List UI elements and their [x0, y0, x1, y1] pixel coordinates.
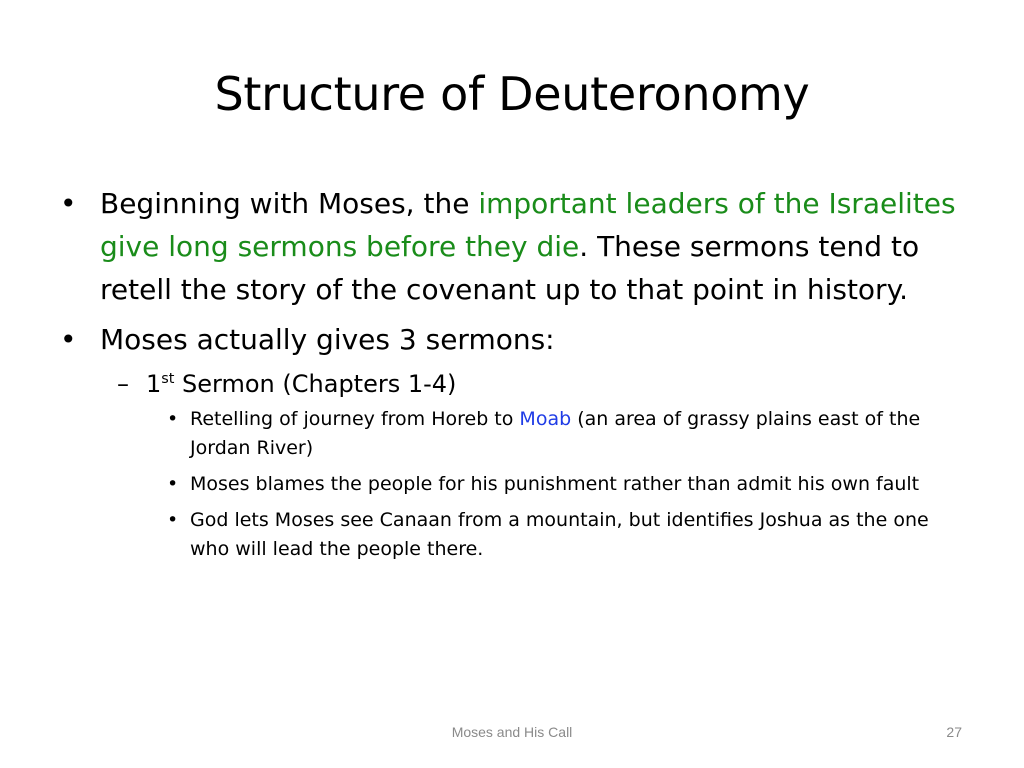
sermon-number: 1 [146, 370, 162, 398]
subsub-text-start: Retelling of journey from Horeb to [190, 408, 520, 430]
bullet-item-1 [60, 182, 960, 311]
bullet-icon: • [167, 509, 179, 531]
sub-bullet-item-1 [60, 368, 960, 400]
subsub-bullet-item-3 [60, 506, 960, 564]
subsub-bullet-item-1 [60, 405, 960, 463]
bullet-text-highlight: important leaders of the Israelites give long sermons before they die [100, 187, 956, 263]
bullet-text-end: . These sermons tend to retell the story of the covenant up to that point in history. [100, 230, 920, 306]
subsub-text: Moses blames the people for his punishment rather than admit his own fault [190, 473, 920, 495]
subsub-bullet-item-2 [60, 470, 960, 499]
sermon-ordinal: st [161, 371, 175, 387]
subsub-text-end: (an area of grassy plains east of the Jordan River) [190, 408, 921, 459]
moab-highlight: Moab [519, 408, 572, 430]
sermon-label: Sermon (Chapters 1-4) [174, 370, 457, 398]
bullet-icon: • [60, 187, 77, 220]
dash-icon: – [117, 370, 129, 398]
bullet-icon: • [167, 473, 179, 495]
bullet-text: Moses actually gives 3 sermons: [100, 323, 555, 356]
page-number: 27 [946, 724, 962, 740]
bullet-icon: • [167, 408, 179, 430]
subsub-text: God lets Moses see Canaan from a mountain, but identifies Joshua as the one who will lead the people there. [190, 509, 929, 560]
bullet-icon: • [60, 323, 77, 356]
bullet-text-start: Beginning with Moses, the [100, 187, 479, 220]
footer-title: Moses and His Call [451, 724, 573, 740]
slide-content [60, 182, 960, 571]
bullet-item-2 [60, 318, 960, 361]
slide-title: Structure of Deuteronomy [214, 67, 810, 121]
